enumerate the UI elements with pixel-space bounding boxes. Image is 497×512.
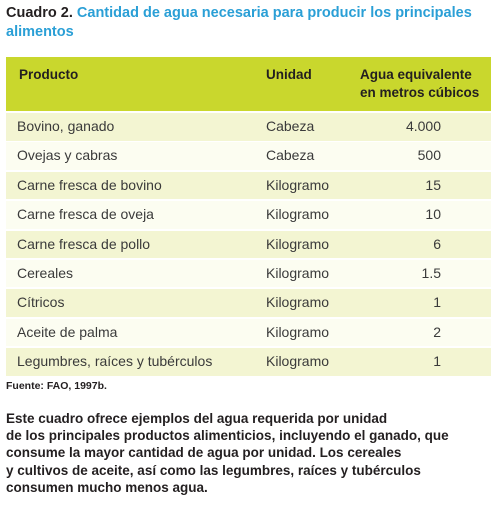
paragraph-line: de los principales productos alimenticios, incluyendo el ganado, que [6, 428, 449, 444]
cell-agua: 1 [433, 353, 441, 370]
cell-producto: Cítricos [17, 294, 65, 311]
paragraph-line: Este cuadro ofrece ejemplos del agua requerida por unidad [6, 411, 388, 426]
source-note: Fuente: FAO, 1997b. [6, 380, 107, 392]
cell-unidad: Kilogramo [266, 264, 330, 281]
water-table [6, 57, 491, 378]
cell-producto: Carne fresca de oveja [17, 206, 154, 223]
cell-unidad: Kilogramo [266, 294, 330, 311]
table-caption [6, 4, 490, 42]
cell-agua: 6 [433, 235, 441, 252]
caption-title: Cantidad de agua necesaria para producir los principales alimentos [6, 5, 472, 40]
table-row [6, 142, 491, 170]
cell-agua: 4.000 [405, 118, 441, 134]
caption-number: Cuadro 2. [6, 5, 73, 21]
header-producto: Producto [19, 67, 79, 82]
explanatory-paragraph [6, 410, 491, 496]
cell-unidad: Cabeza [266, 147, 315, 164]
cell-producto: Carne fresca de pollo [17, 235, 151, 252]
cell-producto: Legumbres, raíces y tubérculos [17, 353, 213, 370]
header-unidad: Unidad [266, 67, 312, 82]
cell-unidad: Cabeza [266, 118, 315, 134]
header-agua [360, 66, 490, 102]
table-row [6, 319, 491, 347]
cell-agua: 2 [433, 323, 441, 340]
cell-unidad: Kilogramo [266, 323, 330, 340]
paragraph-line: consumen mucho menos agua. [6, 479, 208, 495]
cell-agua: 15 [425, 176, 441, 193]
table-row [6, 348, 491, 376]
cell-agua: 1.5 [421, 264, 441, 281]
header-agua-line1: Agua equivalente [360, 67, 472, 82]
table-header [6, 57, 491, 111]
cell-agua: 10 [425, 206, 441, 223]
cell-unidad: Kilogramo [266, 353, 330, 370]
cell-unidad: Kilogramo [266, 176, 330, 193]
table-row [6, 201, 491, 229]
cell-agua: 500 [417, 147, 441, 164]
table-row [6, 231, 491, 259]
cell-producto: Cereales [17, 264, 74, 281]
table-row [6, 172, 491, 200]
cell-producto: Aceite de palma [17, 323, 118, 340]
table-row [6, 260, 491, 288]
cell-unidad: Kilogramo [266, 235, 330, 252]
cell-producto: Carne fresca de bovino [17, 176, 162, 193]
table-row [6, 289, 491, 317]
paragraph-line: y cultivos de aceite, así como las legumbres, raíces y tubérculos [6, 462, 421, 478]
header-agua-line2: en metros cúbicos [360, 85, 480, 100]
paragraph-line: consume la mayor cantidad de agua por unidad. Los cereales [6, 445, 402, 461]
cell-producto: Bovino, ganado [17, 118, 115, 134]
cell-unidad: Kilogramo [266, 206, 330, 223]
cell-producto: Ovejas y cabras [17, 147, 118, 164]
cell-agua: 1 [433, 294, 441, 311]
table-row [6, 113, 491, 141]
